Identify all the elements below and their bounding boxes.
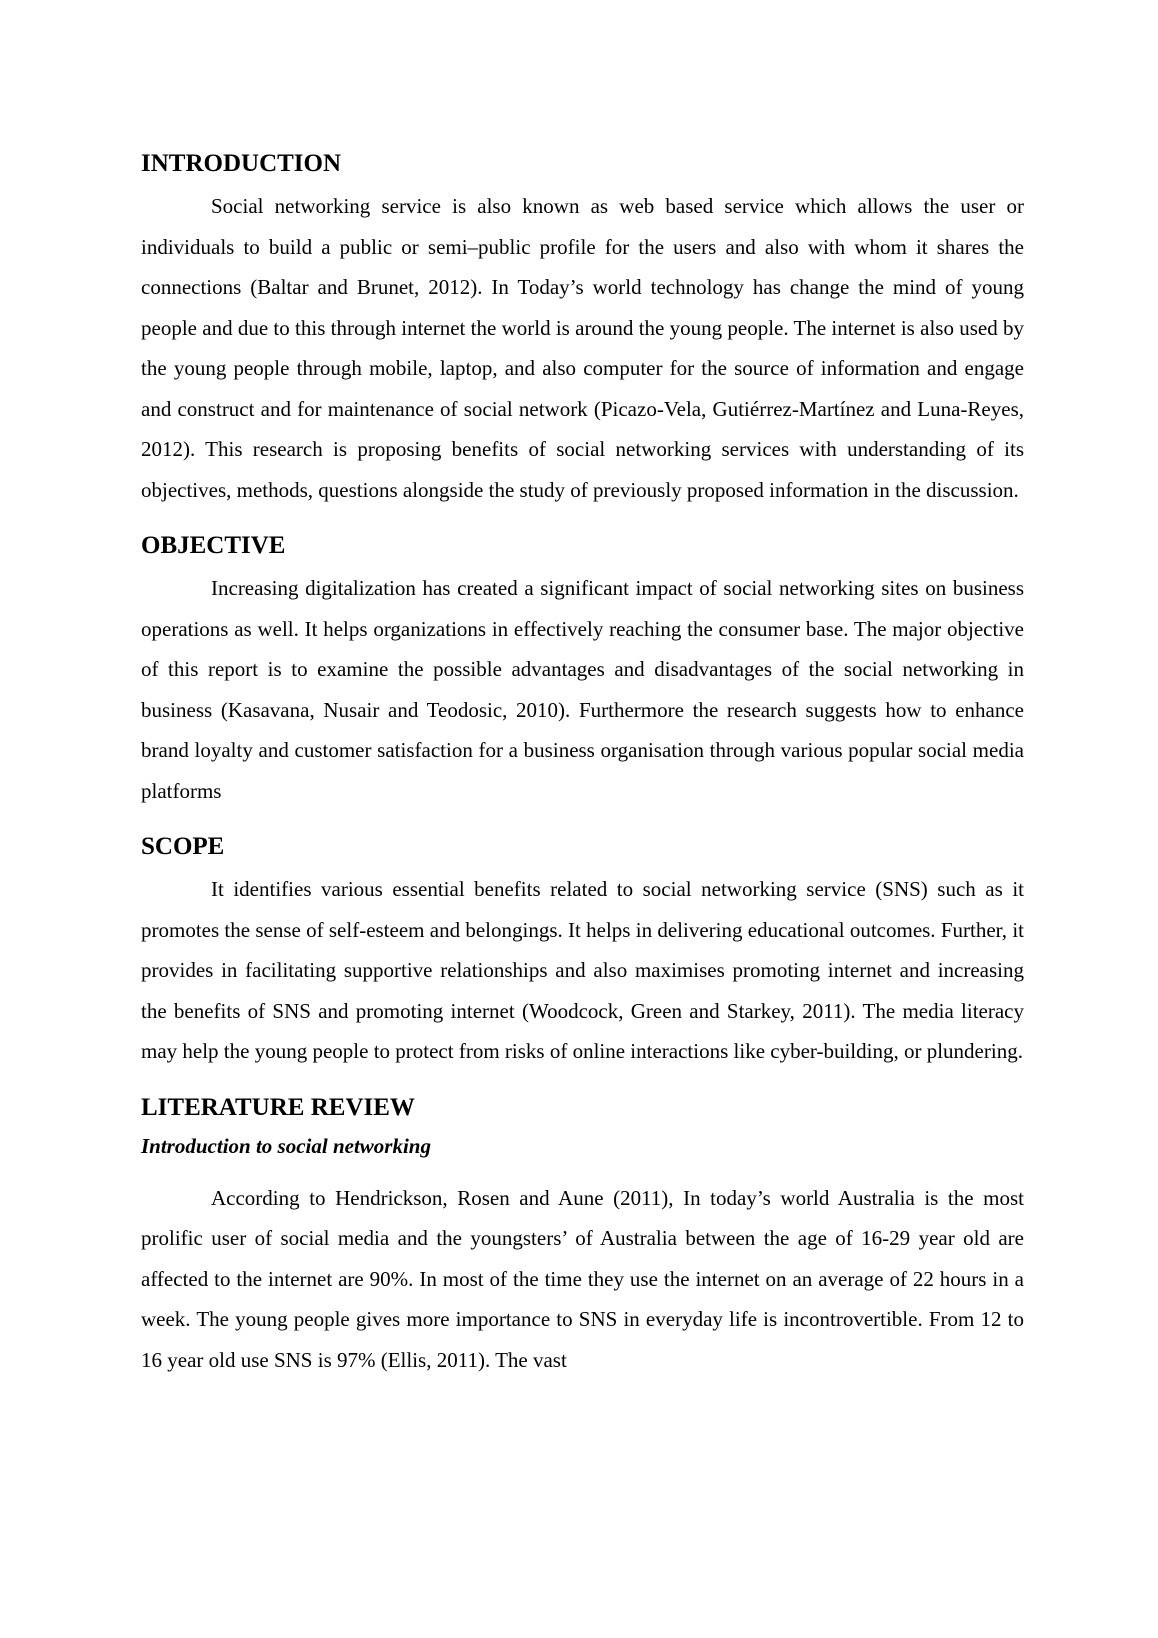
document-page [141,148,1024,1380]
subheading-introduction-to-social-networking: Introduction to social networking [141,1133,431,1158]
heading-objective: OBJECTIVE [141,532,286,559]
paragraph-scope: It identifies various essential benefits related to social networking service (SNS) such as it promotes the sense of self-esteem and belongings. It helps in delivering educational outcomes. Further, it provides in facilitating supportive relationships and also maximises promoting internet and increasing the benefits of SNS and promoting internet (Woodcock, Green and Starkey, 2011). The media literacy may help the young people to protect from risks of online interactions like cyber-building, or plundering. [141,877,1024,1063]
heading-scope: SCOPE [141,833,225,860]
heading-introduction: INTRODUCTION [141,150,342,177]
section-literature-review [141,1092,1024,1381]
section-objective [141,530,1024,811]
section-scope [141,831,1024,1072]
paragraph-introduction: Social networking service is also known as web based service which allows the user or individuals to build a public or semi–public profile for the users and also with whom it shares the connections (Baltar and Brunet, 2012). In Today’s world technology has change the mind of young people and due to this through internet the world is around the young people. The internet is also used by the young people through mobile, laptop, and also computer for the source of information and engage and construct and for maintenance of social network (Picazo-Vela, Gutiérrez-Martínez and Luna-Reyes, 2012). This research is proposing benefits of social networking services with understanding of its objectives, methods, questions alongside the study of previously proposed information in the discussion. [141,194,1024,502]
section-introduction [141,148,1024,510]
heading-literature-review: LITERATURE REVIEW [141,1093,415,1121]
paragraph-objective: Increasing digitalization has created a significant impact of social networking sites on business operations as well. It helps organizations in effectively reaching the consumer base. The major objective of this report is to examine the possible advantages and disadvantages of the social networking in business (Kasavana, Nusair and Teodosic, 2010). Furthermore the research suggests how to enhance brand loyalty and customer satisfaction for a business organisation through various popular social media platforms [141,576,1024,803]
paragraph-literature-review: According to Hendrickson, Rosen and Aune (2011), In today’s world Australia is the most prolific user of social media and the youngsters’ of Australia between the age of 16-29 year old are affected to the internet are 90%. In most of the time they use the internet on an average of 22 hours in a week. The young people gives more importance to SNS in everyday life is incontrovertible. From 12 to 16 year old use SNS is 97% (Ellis, 2011). The vast [141,1185,1024,1372]
